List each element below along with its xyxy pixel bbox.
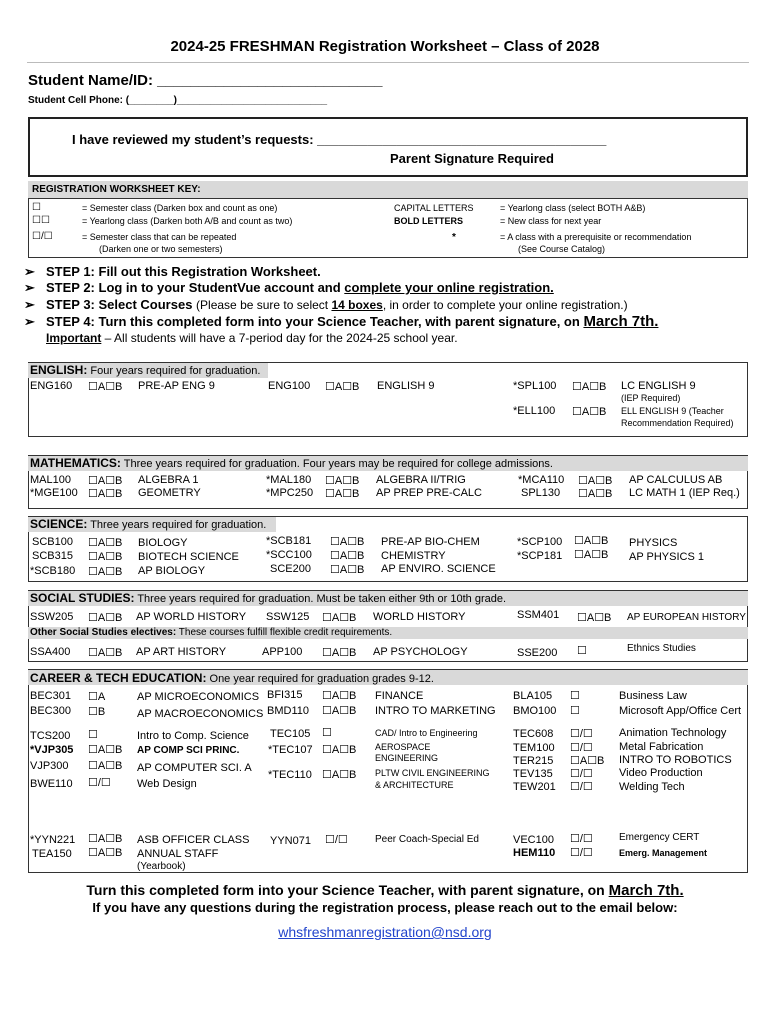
- key-symbol-capital: CAPITAL LETTERS: [394, 203, 474, 213]
- course-checkbox[interactable]: ☐A☐B: [88, 760, 123, 772]
- course-code: *TEC107: [268, 744, 313, 756]
- course-name: Microsoft App/Office Cert: [619, 705, 742, 717]
- course-checkbox[interactable]: ☐A☐B: [88, 488, 123, 500]
- course-code: *YYN221: [30, 834, 76, 846]
- course-checkbox[interactable]: ☐A☐B: [88, 833, 123, 845]
- course-checkbox[interactable]: ☐A☐B: [88, 551, 123, 563]
- course-name: PLTW CIVIL ENGINEERING: [375, 768, 490, 778]
- course-name: PRE-AP ENG 9: [138, 380, 215, 392]
- course-checkbox[interactable]: ☐A☐B: [322, 612, 357, 624]
- key-desc-bold: = New class for next year: [500, 216, 602, 226]
- course-name-line2: (Yearbook): [137, 861, 186, 872]
- parent-review-field[interactable]: I have reviewed my student’s requests: ________________________________________: [72, 132, 607, 147]
- course-code: SSA400: [30, 646, 71, 658]
- course-checkbox[interactable]: ☐A☐B: [570, 755, 605, 767]
- step-3-boxes: 14 boxes: [331, 298, 383, 312]
- course-checkbox[interactable]: ☐A☐B: [578, 475, 613, 487]
- course-checkbox[interactable]: ☐A☐B: [578, 488, 613, 500]
- course-name: Business Law: [619, 690, 687, 702]
- registration-email-link[interactable]: whsfreshmanregistration@nsd.org: [278, 924, 492, 940]
- course-name: ASB OFFICER CLASS: [137, 834, 250, 846]
- course-code: SCB100: [32, 536, 73, 548]
- course-checkbox[interactable]: ☐A☐B: [572, 406, 607, 418]
- course-name: AEROSPACE: [375, 742, 431, 752]
- course-code: *SPL100: [513, 380, 557, 392]
- course-checkbox[interactable]: ☐A☐B: [88, 381, 123, 393]
- course-name: CAD/ Intro to Engineering: [375, 728, 478, 738]
- step-2-text: STEP 2: Log in to your StudentVue account and: [46, 280, 345, 295]
- course-code: TEA150: [32, 848, 72, 860]
- course-name: Welding Tech: [619, 781, 685, 793]
- course-name: AP ENVIRO. SCIENCE: [381, 563, 496, 575]
- course-name: Emerg. Management: [619, 848, 708, 858]
- worksheet-key-title: REGISTRATION WORKSHEET KEY:: [32, 184, 201, 195]
- course-name: AP PHYSICS 1: [629, 551, 704, 563]
- course-name: BIOTECH SCIENCE: [138, 551, 239, 563]
- course-code: SCE200: [270, 563, 311, 575]
- step-3-note-end: , in order to complete your online registration.): [382, 298, 628, 312]
- course-code: SPL130: [521, 487, 561, 499]
- math-title: MATHEMATICS: Three years required for graduation. Four years may be required for college admissions.: [30, 456, 553, 470]
- course-name: AP ART HISTORY: [136, 646, 227, 658]
- course-code: YYN071: [270, 835, 311, 847]
- course-code: *SCB180: [30, 565, 76, 577]
- course-name: ELL ENGLISH 9 (Teacher: [621, 406, 724, 416]
- course-code: TEW201: [513, 781, 556, 793]
- course-code: *SCP100: [517, 536, 563, 548]
- course-checkbox[interactable]: ☐A☐B: [88, 744, 123, 756]
- course-name: PRE-AP BIO-CHEM: [381, 536, 480, 548]
- course-name: Emergency CERT: [619, 832, 700, 843]
- course-code: TEM100: [513, 742, 555, 754]
- course-name: GEOMETRY: [138, 487, 201, 499]
- course-code: *MCA110: [518, 474, 565, 486]
- course-checkbox[interactable]: ☐: [577, 645, 587, 657]
- course-checkbox[interactable]: ☐A☐B: [325, 488, 360, 500]
- step-3: [24, 297, 628, 313]
- course-name-line2: & ARCHITECTURE: [375, 780, 454, 790]
- course-name: AP COMPUTER SCI. A: [137, 762, 252, 774]
- course-name: Peer Coach-Special Ed: [375, 834, 479, 845]
- course-name: AP COMP SCI PRINC.: [137, 745, 240, 756]
- course-name: Web Design: [137, 778, 197, 790]
- course-name: AP MACROECONOMICS: [137, 708, 264, 720]
- course-name: Video Production: [619, 767, 703, 779]
- course-checkbox[interactable]: ☐/☐: [88, 777, 111, 789]
- course-code: TER215: [513, 755, 554, 767]
- important-label: Important: [46, 331, 102, 345]
- footer-questions-note: If you have any questions during the registration process, please reach out to the email below:: [92, 900, 678, 915]
- course-code: *MGE100: [30, 487, 78, 499]
- key-symbol-asterisk: *: [452, 232, 456, 243]
- step-4: [24, 313, 658, 330]
- course-checkbox[interactable]: ☐A☐B: [330, 564, 365, 576]
- english-title: ENGLISH: Four years required for graduation.: [30, 363, 261, 377]
- step-4-text: STEP 4: Turn this completed form into your Science Teacher, with parent signature, on: [46, 314, 584, 329]
- course-code: *VJP305: [30, 744, 74, 756]
- course-name: LC MATH 1 (IEP Req.): [629, 487, 740, 499]
- course-checkbox[interactable]: ☐A☐B: [88, 537, 123, 549]
- course-code: BMD110: [267, 705, 309, 717]
- step-bullet: ➢: [24, 297, 35, 312]
- course-name: ANNUAL STAFF: [137, 848, 219, 860]
- step-bullet: ➢: [24, 314, 35, 329]
- course-checkbox[interactable]: ☐A☐B: [322, 744, 357, 756]
- course-name: INTRO TO MARKETING: [375, 705, 496, 717]
- course-name: ENGLISH 9: [377, 380, 435, 392]
- course-code: SSW205: [30, 611, 74, 623]
- course-code: TEC105: [270, 728, 311, 740]
- course-checkbox[interactable]: ☐A☐B: [322, 690, 357, 702]
- course-checkbox[interactable]: ☐A☐B: [88, 475, 123, 487]
- career-title: CAREER & TECH EDUCATION: One year required for graduation grades 9-12.: [30, 671, 434, 685]
- step-bullet: ➢: [24, 264, 35, 279]
- course-name: Ethnics Studies: [627, 643, 696, 654]
- course-checkbox[interactable]: ☐A☐B: [88, 612, 123, 624]
- course-checkbox[interactable]: ☐/☐: [570, 781, 593, 793]
- course-code: *TEC110: [268, 769, 312, 781]
- course-name: AP MICROECONOMICS: [137, 691, 260, 703]
- course-name: FINANCE: [375, 690, 424, 702]
- course-checkbox[interactable]: ☐A☐B: [322, 647, 357, 659]
- course-code: *MAL180: [266, 474, 312, 486]
- key-symbol-repeat: ☐/☐: [32, 231, 53, 242]
- course-checkbox[interactable]: ☐/☐: [570, 847, 593, 859]
- science-title: SCIENCE: Three years required for graduation.: [30, 517, 267, 531]
- course-code: MAL100: [30, 474, 71, 486]
- important-note: [46, 331, 458, 345]
- course-code: BWE110: [30, 778, 73, 790]
- course-code: SSM401: [517, 609, 560, 621]
- course-code: BEC300: [30, 705, 71, 717]
- course-checkbox[interactable]: ☐A☐B: [322, 769, 357, 781]
- course-name: AP PSYCHOLOGY: [373, 646, 468, 658]
- course-checkbox[interactable]: ☐A☐B: [88, 647, 123, 659]
- course-code: BFI315: [267, 689, 303, 701]
- key-symbol-yearlong: ☐☐: [32, 215, 50, 226]
- course-checkbox[interactable]: ☐A: [88, 691, 106, 703]
- step-3-text: STEP 3: Select Courses: [46, 297, 197, 312]
- course-checkbox[interactable]: ☐A☐B: [330, 536, 365, 548]
- course-code: BEC301: [30, 690, 71, 702]
- course-checkbox[interactable]: ☐: [570, 705, 580, 717]
- course-name: AP WORLD HISTORY: [136, 611, 247, 623]
- course-checkbox[interactable]: ☐/☐: [570, 742, 593, 754]
- course-name: PHYSICS: [629, 537, 678, 549]
- social-title: SOCIAL STUDIES: Three years required for graduation. Must be taken either 9th or 10th grade.: [30, 591, 507, 605]
- course-code: ENG100: [268, 380, 311, 392]
- course-code: BMO100: [513, 705, 557, 717]
- course-checkbox[interactable]: ☐/☐: [570, 833, 593, 845]
- course-checkbox[interactable]: ☐A☐B: [88, 847, 123, 859]
- course-code: VJP300: [30, 760, 69, 772]
- important-text: – All students will have a 7-period day for the 2024-25 school year.: [101, 331, 458, 345]
- course-code: *MPC250: [266, 487, 314, 499]
- course-code: TEC608: [513, 728, 554, 740]
- course-name: ALGEBRA II/TRIG: [376, 474, 466, 486]
- course-code: BLA105: [513, 690, 553, 702]
- course-checkbox[interactable]: ☐A☐B: [574, 549, 609, 561]
- step-bullet: ➢: [24, 280, 35, 295]
- course-code: VEC100: [513, 834, 554, 846]
- course-name: AP PREP PRE-CALC: [376, 487, 482, 499]
- course-checkbox[interactable]: ☐A☐B: [577, 612, 612, 624]
- course-code: TEV135: [513, 768, 553, 780]
- parent-signature-label: Parent Signature Required: [390, 151, 554, 166]
- key-desc-capital: = Yearlong class (select BOTH A&B): [500, 203, 646, 213]
- key-symbol-semester: ☐: [32, 202, 41, 213]
- student-name-field[interactable]: Student Name/ID: ___________________________: [28, 72, 383, 89]
- key-desc-semester: = Semester class (Darken box and count as one): [82, 203, 278, 213]
- course-name: AP CALCULUS AB: [629, 474, 723, 486]
- course-checkbox[interactable]: ☐: [88, 729, 98, 741]
- course-checkbox[interactable]: ☐A☐B: [322, 705, 357, 717]
- course-name: BIOLOGY: [138, 537, 188, 549]
- course-code: HEM110: [513, 847, 556, 859]
- step-1: [24, 264, 321, 280]
- course-code: TCS200: [30, 730, 71, 742]
- course-checkbox[interactable]: ☐/☐: [570, 728, 593, 740]
- course-checkbox[interactable]: ☐A☐B: [574, 535, 609, 547]
- course-checkbox[interactable]: ☐: [570, 690, 580, 702]
- course-note: Recommendation Required): [621, 418, 734, 428]
- course-checkbox[interactable]: ☐/☐: [570, 768, 593, 780]
- course-code: SSE200: [517, 647, 558, 659]
- key-symbol-bold: BOLD LETTERS: [394, 216, 463, 226]
- course-code: *ELL100: [513, 405, 556, 417]
- course-code: ENG160: [30, 380, 73, 392]
- student-phone-field[interactable]: Student Cell Phone: (________)___________________________: [28, 95, 328, 106]
- course-name: AP EUROPEAN HISTORY: [627, 612, 746, 623]
- course-name: WORLD HISTORY: [373, 611, 466, 623]
- course-name: Animation Technology: [619, 727, 727, 739]
- course-name: AP BIOLOGY: [138, 565, 206, 577]
- course-checkbox[interactable]: ☐A☐B: [330, 550, 365, 562]
- course-name: INTRO TO ROBOTICS: [619, 754, 732, 766]
- course-name: ALGEBRA 1: [138, 474, 199, 486]
- key-desc-yearlong: = Yearlong class (Darken both A/B and count as two): [82, 216, 293, 226]
- course-name: Metal Fabrication: [619, 741, 704, 753]
- title-divider: [27, 62, 749, 63]
- course-code: APP100: [262, 646, 303, 658]
- key-desc-repeat: = Semester class that can be repeated: [82, 232, 237, 242]
- course-name: CHEMISTRY: [381, 550, 446, 562]
- page-title: 2024-25 FRESHMAN Registration Worksheet – Class of 2028: [170, 38, 600, 55]
- footer-turn-in-note: Turn this completed form into your Science Teacher, with parent signature, on March 7th.: [86, 882, 684, 899]
- parent-review-box: [28, 117, 748, 177]
- step-1-text: STEP 1: Fill out this Registration Worksheet.: [46, 264, 321, 279]
- course-code: *SCC100: [266, 549, 312, 561]
- course-checkbox[interactable]: ☐B: [88, 706, 106, 718]
- course-checkbox[interactable]: ☐A☐B: [325, 475, 360, 487]
- course-checkbox[interactable]: ☐/☐: [325, 834, 348, 846]
- step-2: [24, 280, 554, 296]
- key-desc-repeat-note: (Darken one or two semesters): [99, 244, 223, 254]
- course-name-line2: ENGINEERING: [375, 753, 439, 763]
- course-checkbox[interactable]: ☐: [322, 727, 332, 739]
- course-checkbox[interactable]: ☐A☐B: [88, 566, 123, 578]
- course-name: Intro to Comp. Science: [137, 730, 249, 742]
- course-code: SSW125: [266, 611, 310, 623]
- step-4-date: March 7th.: [583, 313, 659, 330]
- course-name: LC ENGLISH 9: [621, 380, 696, 392]
- course-code: *SCP181: [517, 550, 563, 562]
- step-3-note: (Please be sure to select: [196, 298, 332, 312]
- social-electives-title: Other Social Studies electives: These courses fulfill flexible credit requirements.: [30, 627, 393, 638]
- course-note: (IEP Required): [621, 393, 681, 403]
- key-desc-asterisk: = A class with a prerequisite or recommendation: [500, 232, 692, 242]
- step-2-emphasis: complete your online registration.: [344, 280, 554, 295]
- course-code: *SCB181: [266, 535, 312, 547]
- key-desc-asterisk-note: (See Course Catalog): [518, 244, 606, 254]
- course-checkbox[interactable]: ☐A☐B: [572, 381, 607, 393]
- course-checkbox[interactable]: ☐A☐B: [325, 381, 360, 393]
- course-code: SCB315: [32, 550, 73, 562]
